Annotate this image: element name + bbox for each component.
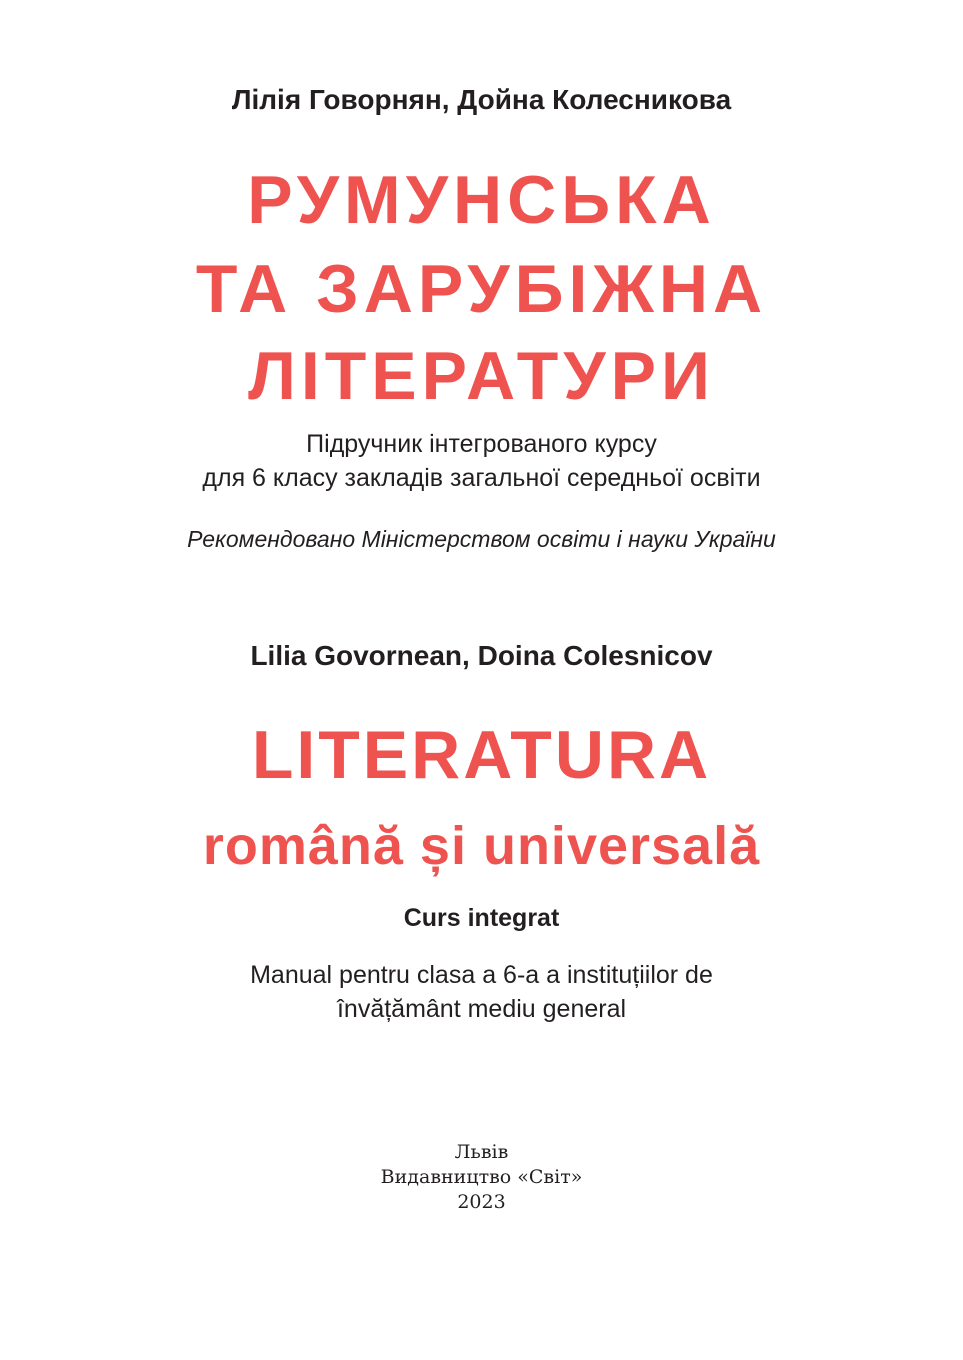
title-ukrainian-line-1: РУМУНСЬКА [247, 162, 716, 238]
subtitle-ukrainian-line-2: для 6 класу закладів загальної середньої освіти [202, 464, 761, 492]
title-romanian-line-2: română și universală [202, 816, 761, 876]
title-romanian-line-1: LITERATURA [251, 717, 712, 793]
ministry-recommendation: Рекомендовано Міністерством освіти і науки України [187, 526, 776, 552]
imprint-city: Львів [454, 1141, 509, 1163]
course-label: Curs integrat [403, 904, 560, 932]
authors-ukrainian: Лілія Говорнян, Дойна Колесникова [231, 84, 732, 115]
subtitle-ukrainian-line-1: Підручник інтегрованого курсу [306, 430, 657, 458]
manual-description-line-1: Manual pentru clasa a 6-a a instituțiilor de [250, 961, 713, 989]
title-ukrainian-line-2: ТА ЗАРУБІЖНА [195, 251, 768, 327]
manual-description-line-2: învățământ mediu general [336, 995, 627, 1023]
authors-romanian: Lilia Govornean, Doina Colesnicov [250, 640, 713, 671]
imprint-year: 2023 [457, 1191, 506, 1213]
title-ukrainian-line-3: ЛІТЕРАТУРИ [248, 338, 715, 414]
imprint-publisher: Видавництво «Світ» [380, 1166, 583, 1188]
